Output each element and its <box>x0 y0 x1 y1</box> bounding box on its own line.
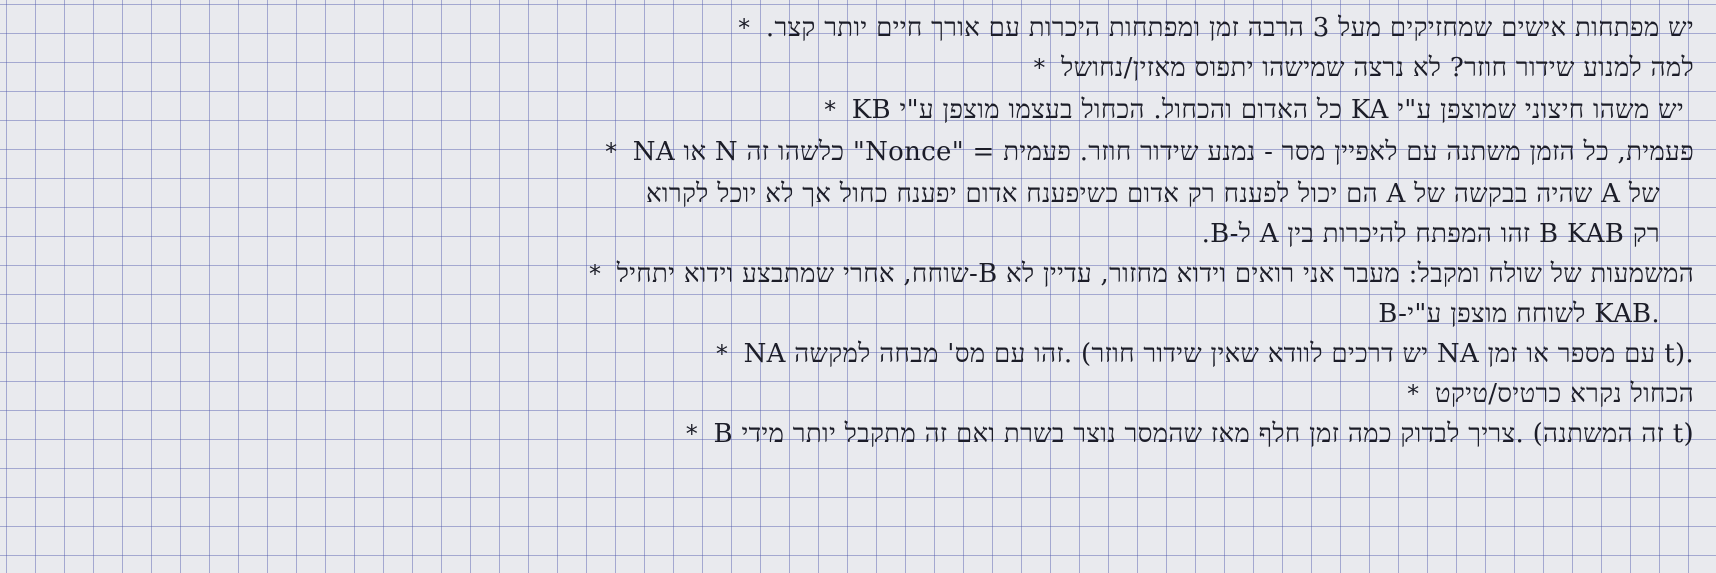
bullet-marker: * <box>738 14 751 42</box>
bullet-marker: * <box>1033 54 1046 82</box>
note-text: יש מפתחות אישים שמחזיקים מעל 3 הרבה זמן ומפתחות היכרות עם אורך חיים יותר קצר. <box>765 13 1694 43</box>
note-text: רק B KAB זהו המפתח להיכרות בין A ל-B. <box>1201 219 1660 249</box>
note-line-10 <box>30 376 1694 412</box>
bullet-marker: * <box>588 260 602 288</box>
note-text: של A שהיה בבקשה של A הם יכול לפענח רק אדום כשיפענח אדום יפענח כחול אך לא יוכל לקרוא <box>646 179 1660 209</box>
note-text: יש משהו חיצוני שמוצפן ע"י KA כל האדום והכחול. הכחול בעצמו מוצפן ע"י KB <box>851 95 1684 125</box>
bullet-marker: * <box>824 96 837 124</box>
bullet-marker: * <box>715 340 729 368</box>
note-line-6 <box>30 216 1694 252</box>
note-line-4 <box>30 134 1694 170</box>
note-text: למה למנוע שידור חוזר? לא נרצה שמישהו יתפוס מאזין/נחושל <box>1061 53 1694 83</box>
note-text: B-לשוחח מוצפן ע"י KAB. <box>1378 299 1660 329</box>
note-text: NA או N כלשהו זה "Nonce" = פעמית, כל הזמן משתנה עם לאפיין מסר - נמנע שידור חוזר. פעמית <box>632 137 1694 167</box>
bullet-marker: * <box>1407 380 1420 408</box>
note-line-5 <box>30 176 1694 212</box>
bullet-marker: * <box>605 138 618 166</box>
note-line-8 <box>30 296 1694 332</box>
note-line-7 <box>30 256 1694 292</box>
note-text: B צריך לבדוק כמה זמן חלף מאז שהמסר נוצר בשרת ואם זה מתקבל יותר מידי. (זה המשתנה t) <box>713 419 1694 449</box>
note-line-3 <box>30 92 1694 128</box>
note-line-2 <box>30 50 1694 86</box>
note-text: NA זהו עם מס' מבחה למקשה. (יש דרכים לוודא שאין שידור חוזר NA עם מספר או זמן t). <box>743 339 1694 369</box>
note-line-11 <box>30 416 1694 452</box>
note-line-1 <box>30 6 1694 46</box>
note-line-9 <box>30 336 1694 372</box>
note-text: המשמעות של שולח ומקבל: מעבר אני רואים וידוא מחזור, עדיין לא B-שוחח, אחרי שמתבצע וידוא יתחיל <box>616 259 1694 289</box>
bullet-marker: * <box>685 420 699 448</box>
note-text: הכחול נקרא כרטיס/טיקט <box>1434 379 1694 409</box>
